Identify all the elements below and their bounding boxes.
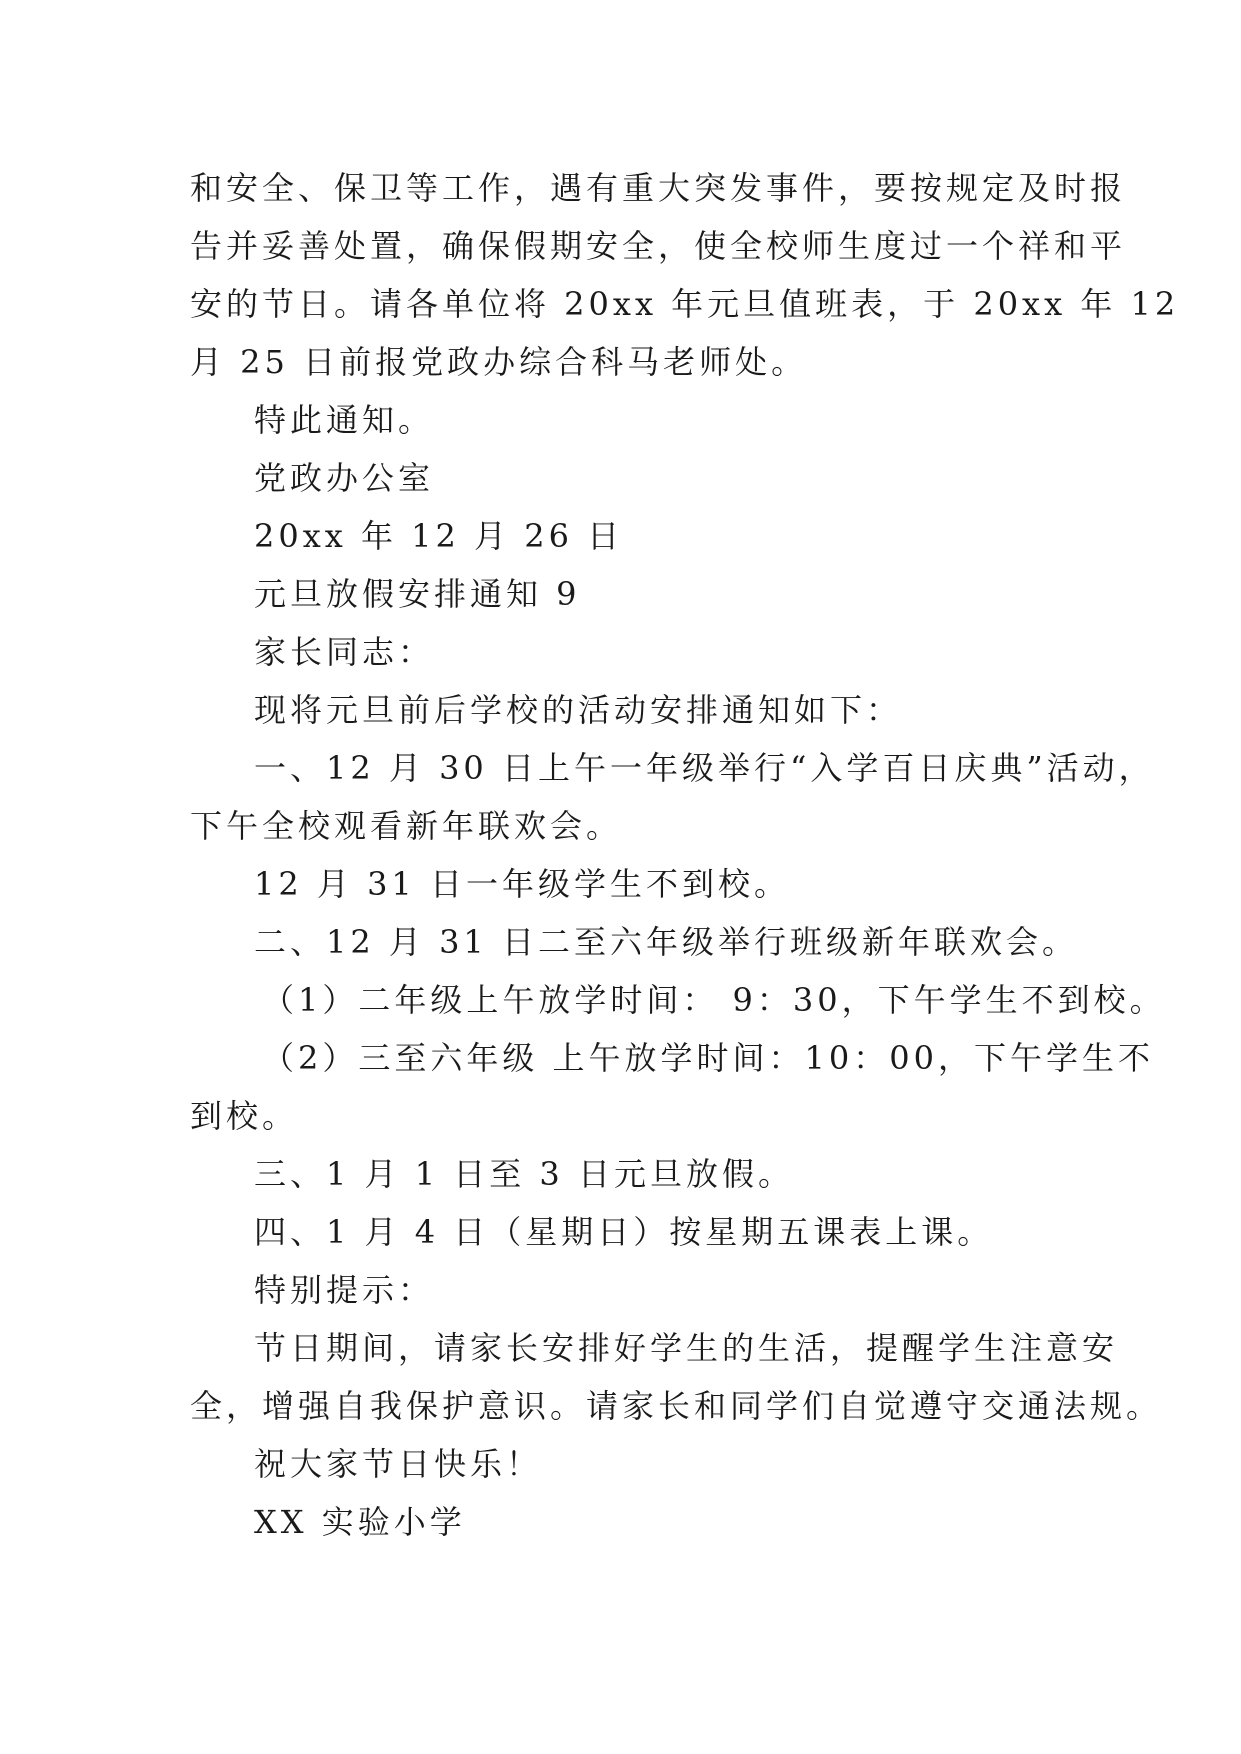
schedule-subitem: （2）三至六年级 上午放学时间：10：00，下午学生不 — [262, 1039, 1154, 1077]
paragraph-line: 月 25 日前报党政办综合科马老师处。 — [190, 343, 808, 381]
schedule-item: 四、1 月 4 日（星期日）按星期五课表上课。 — [254, 1213, 994, 1251]
schedule-subitem-continued: 到校。 — [190, 1097, 299, 1135]
schedule-item-continued: 下午全校观看新年联欢会。 — [190, 807, 623, 845]
reminder-text: 节日期间，请家长安排好学生的生活，提醒学生注意安 — [254, 1329, 1119, 1367]
paragraph-line: 安的节日。请各单位将 20xx 年元旦值班表，于 20xx 年 12 — [190, 285, 1180, 323]
section-title: 元旦放假安排通知 9 — [254, 575, 581, 613]
salutation: 家长同志： — [254, 633, 435, 671]
greeting: 祝大家节日快乐！ — [254, 1445, 543, 1483]
school-signature: XX 实验小学 — [254, 1503, 466, 1541]
reminder-text-continued: 全，增强自我保护意识。请家长和同学们自觉遵守交通法规。 — [190, 1387, 1163, 1425]
schedule-item: 三、1 月 1 日至 3 日元旦放假。 — [254, 1155, 794, 1193]
reminder-heading: 特别提示： — [254, 1271, 435, 1309]
intro-line: 现将元旦前后学校的活动安排通知如下： — [254, 691, 903, 729]
schedule-item: 一、12 月 30 日上午一年级举行“入学百日庆典”活动， — [254, 749, 1155, 787]
schedule-subitem: （1）二年级上午放学时间： 9：30，下午学生不到校。 — [262, 981, 1166, 1019]
schedule-item: 二、12 月 31 日二至六年级举行班级新年联欢会。 — [254, 923, 1078, 961]
sender-office: 党政办公室 — [254, 459, 435, 497]
paragraph-line: 告并妥善处置，确保假期安全，使全校师生度过一个祥和平 — [190, 227, 1127, 265]
paragraph-line: 和安全、保卫等工作，遇有重大突发事件，要按规定及时报 — [190, 169, 1127, 207]
schedule-item: 12 月 31 日一年级学生不到校。 — [254, 865, 790, 903]
notice-date: 20xx 年 12 月 26 日 — [254, 517, 624, 555]
closing-notice: 特此通知。 — [254, 401, 435, 439]
